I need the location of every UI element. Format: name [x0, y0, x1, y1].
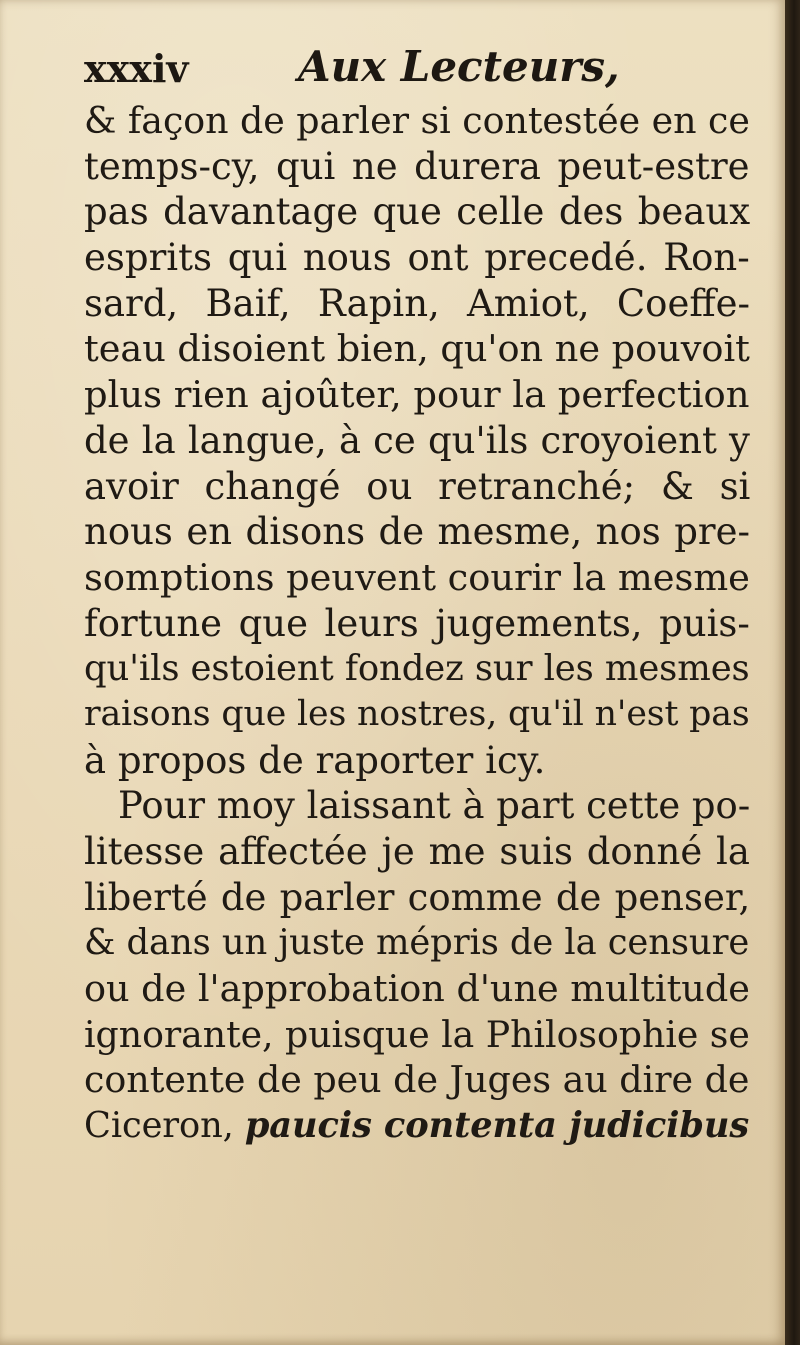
latin-quotation: paucis contenta judicibus	[244, 1105, 750, 1147]
text-line: teau disoient bien, qu'on ne pouvoit	[84, 327, 750, 371]
text-line: temps-cy, qui ne durera peut-estre	[84, 144, 750, 188]
text-line: ignorante, puisque la Philosophie se	[84, 1012, 750, 1056]
text-line: à propos de raporter icy.	[84, 738, 546, 782]
text-line: qu'ils estoient fondez sur les mesmes	[84, 648, 750, 690]
text-line: raisons que les nostres, qu'il n'est pas	[84, 693, 750, 734]
text-line: litesse affectée je me suis donné la	[84, 830, 750, 873]
page-header	[84, 30, 724, 100]
text-line: de la langue, à ce qu'ils croyoient y	[84, 418, 750, 462]
text-line: plus rien ajoûter, pour la perfection	[84, 373, 750, 417]
text-line: nous en disons de mesme, nos pre-	[84, 510, 750, 554]
page-number: xxxiv	[84, 46, 189, 91]
text-line: avoir changé ou retranché; & si	[84, 464, 751, 508]
text-line: ou de l'approbation d'une multitude	[84, 967, 750, 1011]
paragraph-start-line: Pour moy laissant à part cette po-	[118, 784, 751, 828]
text-line: pas davantage que celle des beaux	[84, 190, 751, 234]
text-line: contente de peu de Juges au dire de	[84, 1058, 750, 1102]
text-line: esprits qui nous ont precedé. Ron-	[84, 236, 750, 280]
body-text	[84, 98, 750, 1149]
text-line: liberté de parler comme de penser,	[84, 875, 751, 919]
running-head: Aux Lecteurs,	[298, 42, 620, 91]
book-gutter-edge	[785, 0, 800, 1345]
last-line-roman: Ciceron,	[84, 1105, 245, 1147]
text-line: somptions peuvent courir la mesme	[84, 555, 750, 599]
text-line: & façon de parler si contestée en ce	[84, 99, 750, 142]
text-line: sard, Baif, Rapin, Amiot, Coeffe-	[84, 281, 751, 325]
text-line-last	[84, 1103, 750, 1149]
text-line: & dans un juste mépris de la censure	[84, 922, 750, 964]
text-line: fortune que leurs jugements, puis-	[84, 601, 750, 645]
